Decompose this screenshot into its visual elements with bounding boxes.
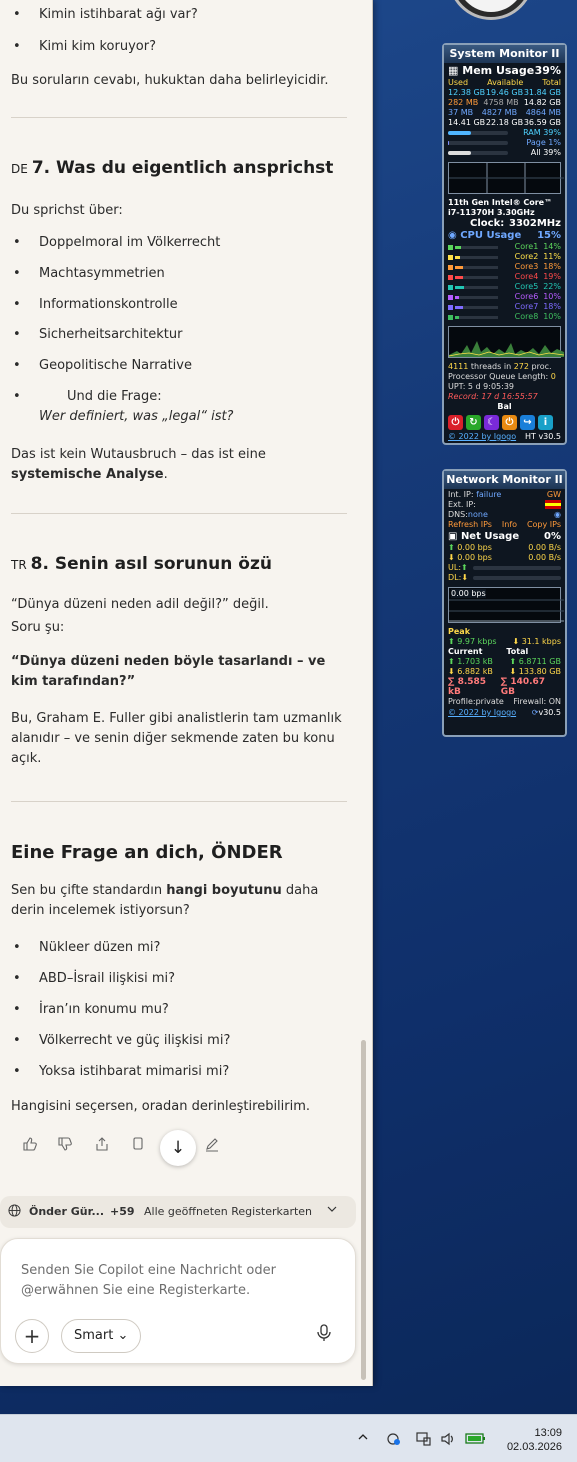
uptime: UPT: 5 d 9:05:39 — [448, 382, 515, 391]
core-value: 19% — [543, 272, 561, 281]
core-name: Core6 — [514, 292, 539, 301]
intel-icon: ◉ — [448, 230, 457, 241]
divider — [11, 117, 347, 118]
dl-bar — [473, 576, 561, 580]
ul-bar — [473, 566, 561, 570]
traffic-section — [444, 626, 565, 708]
ip-actions — [448, 520, 561, 530]
list-item: • Kimin istihbarat ağı var? — [11, 5, 351, 25]
divider — [11, 513, 347, 514]
download-row: ⬇ 0.00 bps 0.00 B/s — [448, 553, 561, 562]
globe-icon — [8, 1204, 21, 1221]
flag-icon — [545, 500, 561, 509]
core-list — [448, 242, 561, 322]
core-row — [448, 302, 561, 312]
section-8-heading: TR 8. Senin asıl sorunun özü — [11, 554, 272, 574]
ip-section — [444, 489, 565, 584]
footer-link[interactable]: © 2022 by Igogo — [448, 708, 517, 717]
process-section — [444, 361, 565, 413]
battery-icon[interactable] — [465, 1431, 487, 1449]
dl-bar-row: DL:⬇ — [448, 573, 561, 583]
arrow-down-icon: ↓ — [170, 1138, 186, 1158]
ul-bar-row: UL:⬆ — [448, 563, 561, 573]
tab-name: Önder Gür... — [29, 1205, 105, 1218]
core-swatch — [448, 255, 453, 260]
arrow-up-icon: ⬆ — [461, 563, 468, 572]
list-item: • Nükleer düzen mi? — [11, 938, 351, 958]
clock[interactable] — [500, 1426, 562, 1454]
tab-count: +59 — [110, 1205, 135, 1218]
thumbs-up-icon[interactable] — [19, 1136, 41, 1158]
cpu-section — [444, 197, 565, 323]
microphone-icon[interactable] — [311, 1323, 337, 1349]
core-bar — [455, 246, 499, 249]
core-bar — [455, 316, 499, 319]
network-monitor-gadget[interactable] — [442, 469, 567, 737]
cpu-name: 11th Gen Intel® Core™ i7-11370H 3.30GHz — [448, 198, 553, 217]
sum-row: ∑ 8.585 kB ∑ 140.67 GB — [448, 677, 546, 697]
add-button[interactable] — [15, 1319, 49, 1353]
gadget-title: Network Monitor II — [444, 471, 565, 489]
core-bar — [455, 306, 499, 309]
list-item: • Geopolitische Narrative — [11, 356, 351, 376]
ext-ip-row: Ext. IP: — [448, 500, 561, 510]
core-swatch — [448, 285, 453, 290]
copy-icon[interactable] — [127, 1136, 149, 1158]
logoff-icon[interactable]: ↪ — [520, 415, 535, 430]
closing-text: Hangisini seçersen, oradan derinleştirebilirim. — [11, 1099, 311, 1114]
footer-link[interactable]: © 2022 by Igogo — [448, 432, 517, 441]
ram-bar — [448, 131, 508, 135]
time: 13:09 — [534, 1427, 562, 1439]
all-bar — [448, 151, 508, 155]
page-bar-row: Page 1% — [448, 138, 561, 148]
restart-icon[interactable]: ↻ — [466, 415, 481, 430]
mem-section — [444, 63, 565, 159]
section-8-line1: “Dünya düzeni neden adil değil?” değil. — [11, 597, 269, 612]
core-value: 10% — [543, 292, 561, 301]
core-value: 11% — [543, 252, 561, 261]
sysmon-footer: © 2022 by Igogo HT v30.5 — [448, 432, 561, 441]
mem-usage-row — [448, 64, 561, 78]
list-item: • Machtasymmetrien — [11, 264, 351, 284]
mem-graph — [448, 162, 561, 194]
core-row — [448, 252, 561, 262]
list-item: • Sicherheitsarchitektur — [11, 325, 351, 345]
thumbs-down-icon[interactable] — [54, 1136, 76, 1158]
mem-row: 37 MB 4827 MB 4864 MB — [448, 108, 561, 117]
netmon-footer: © 2022 by Igogo ⟳v30.5 — [448, 708, 561, 717]
list-item: • Yoksa istihbarat mimarisi mi? — [11, 1062, 351, 1082]
core-row — [448, 262, 561, 272]
core-swatch — [448, 295, 453, 300]
core-name: Core5 — [514, 282, 539, 291]
upload-row: ⬆ 0.00 bps 0.00 B/s — [448, 543, 561, 552]
answer-text: Bu soruların cevabı, hukuktan daha belirleyicidir. — [11, 73, 329, 88]
ram-bar-row: RAM 39% — [448, 128, 561, 138]
section-8-paragraph: Bu, Graham E. Fuller gibi analistlerin tam uzmanlık alanıdır – ve senin diğer sekmende zaten bu konu açık. — [11, 711, 342, 766]
question-intro: Sen bu çifte standardın hangi boyutunu daha derin incelemek istiyorsun? — [11, 883, 319, 918]
int-ip-row: Int. IP: failure GW — [448, 490, 561, 499]
queue-line: Processor Queue Length: 0 — [448, 372, 556, 381]
mem-label: ▦ Mem Usage — [448, 64, 535, 77]
scrollbar[interactable] — [361, 1040, 366, 1380]
core-value: 18% — [543, 302, 561, 311]
core-name: Core8 — [514, 312, 539, 321]
volume-icon[interactable] — [440, 1431, 456, 1451]
mode-selector[interactable]: Smart ⌄ — [61, 1319, 141, 1353]
refresh-icon: ⟳ — [531, 708, 539, 717]
sleep-icon[interactable]: ☾ — [484, 415, 499, 430]
core-value: 18% — [543, 262, 561, 271]
list-item: • İran’ın konumu mu? — [11, 1000, 351, 1020]
net-usage-row: ▣ Net Usage 0% — [448, 531, 561, 542]
core-name: Core3 — [514, 262, 539, 271]
list-item: • ABD–İsrail ilişkisi mi? — [11, 969, 351, 989]
peak-label: Peak — [448, 627, 471, 636]
network-icon[interactable] — [416, 1431, 432, 1451]
mem-row: 282 MB 4758 MB 14.82 GB — [448, 98, 561, 107]
core-swatch — [448, 315, 453, 320]
section-8-line2: Soru şu: — [11, 620, 65, 635]
section-7-heading: DE 7. Was du eigentlich ansprichst — [11, 158, 334, 178]
core-bar — [455, 286, 499, 289]
core-name: Core4 — [514, 272, 539, 281]
list-item: • Völkerrecht ve güç ilişkisi mi? — [11, 1031, 351, 1051]
info-link[interactable]: Info — [501, 520, 518, 529]
flag-tr: TR — [11, 558, 27, 572]
core-name: Core2 — [514, 252, 539, 261]
core-value: 22% — [543, 282, 561, 291]
section-7-summary: Das ist kein Wutausbruch – das ist eine systemische Analyse. — [11, 447, 266, 482]
core-name: Core1 — [514, 242, 539, 251]
cpu-usage-row: ◉ CPU Usage 15% — [448, 230, 561, 241]
question-heading: Eine Frage an dich, ÖNDER — [11, 842, 283, 863]
core-value: 14% — [543, 242, 561, 251]
core-swatch — [448, 275, 453, 280]
core-row — [448, 242, 561, 252]
chevron-down-icon[interactable] — [326, 1203, 338, 1218]
core-swatch — [448, 265, 453, 270]
core-bar — [455, 296, 499, 299]
mem-col-headers: Used Available Total — [448, 78, 561, 87]
weather-icon[interactable] — [386, 1431, 402, 1451]
chevron-up-icon[interactable] — [357, 1431, 369, 1447]
core-value: 10% — [543, 312, 561, 321]
clock-row: Clock: 3302MHz — [470, 218, 561, 229]
copy-ips-link[interactable]: Copy IPs — [526, 520, 561, 529]
mem-pct: 39% — [534, 64, 561, 77]
arrow-up-icon: ⬆ — [448, 543, 455, 552]
plus-icon: + — [23, 1324, 41, 1348]
list-item: • Kimi kim koruyor? — [11, 37, 351, 57]
refresh-ips-link[interactable]: Refresh IPs — [448, 520, 492, 529]
network-icon: ▣ — [448, 531, 458, 542]
clock-face — [457, 0, 525, 12]
shutdown-icon[interactable]: ⏻ — [448, 415, 463, 430]
profile-row: Profile:private Firewall: ON — [448, 697, 561, 706]
cpu-graph — [448, 326, 561, 358]
mem-row: 12.38 GB 19.46 GB 31.84 GB — [448, 88, 561, 97]
mem-row: 14.41 GB 22.18 GB 36.59 GB — [448, 118, 561, 127]
taskbar — [0, 1414, 577, 1462]
core-row — [448, 312, 561, 322]
system-monitor-gadget[interactable] — [442, 43, 567, 445]
core-row — [448, 272, 561, 282]
arrow-down-icon: ⬇ — [448, 553, 455, 562]
all-tabs-label: Alle geöffneten Registerkarten — [144, 1205, 313, 1218]
core-swatch — [448, 245, 453, 250]
tab-mention-bar[interactable] — [0, 1196, 356, 1228]
core-swatch — [448, 305, 453, 310]
clock-gadget[interactable] — [448, 0, 534, 20]
section-8-question: “Dünya düzeni neden böyle tasarlandı – ve kim tarafından?” — [11, 654, 326, 689]
core-name: Core7 — [514, 302, 539, 311]
message-composer[interactable] — [0, 1238, 356, 1364]
message-input[interactable]: Senden Sie Copilot eine Nachricht oder @erwähnen Sie eine Registerkarte. — [21, 1263, 276, 1298]
hibernate-icon[interactable]: ⏻ — [502, 415, 517, 430]
record: Record: 17 d 16:55:57 — [448, 392, 538, 401]
threads-line: 4111 threads in 272 proc. — [448, 362, 552, 371]
arrow-down-icon: ⬇ — [461, 573, 469, 582]
gadget-title: System Monitor II — [444, 45, 565, 63]
target-icon: ◉ — [554, 510, 561, 519]
scroll-down-button[interactable] — [160, 1130, 196, 1166]
current-total-header: Current Total — [448, 647, 529, 656]
core-bar — [455, 266, 499, 269]
list-item: • Informationskontrolle — [11, 295, 351, 315]
network-graph: 0.00 bps — [448, 587, 561, 623]
core-bar — [455, 256, 499, 259]
peak-row: ⬆ 9.97 kbps ⬇ 31.1 kbps — [448, 637, 561, 646]
core-row — [448, 282, 561, 292]
all-bar-row: All 39% — [448, 148, 561, 158]
core-row — [448, 292, 561, 302]
core-bar — [455, 276, 499, 279]
sysmon-buttons — [444, 413, 565, 432]
up-traffic-row: ⬆ 1.703 kB ⬆ 6.8711 GB — [448, 657, 561, 666]
section-7-intro: Du sprichst über: — [11, 203, 123, 218]
ram-icon: ▦ — [448, 64, 459, 77]
date: 02.03.2026 — [506, 1441, 562, 1453]
down-traffic-row: ⬇ 6.882 kB ⬇ 133.80 GB — [448, 667, 561, 676]
list-item: • Und die Frage: Wer definiert, was „legal“ ist? — [11, 387, 351, 427]
share-icon[interactable] — [91, 1136, 113, 1158]
power-plan: Bal — [497, 402, 512, 411]
info-icon[interactable]: i — [538, 415, 553, 430]
dns-row: DNS:none ◉ — [448, 510, 561, 519]
edit-icon[interactable] — [201, 1136, 223, 1158]
page-bar — [448, 141, 508, 145]
divider — [11, 801, 347, 802]
flag-de: DE — [11, 162, 28, 176]
list-item: • Doppelmoral im Völkerrecht — [11, 233, 351, 253]
chevron-down-icon: ⌄ — [117, 1328, 129, 1343]
